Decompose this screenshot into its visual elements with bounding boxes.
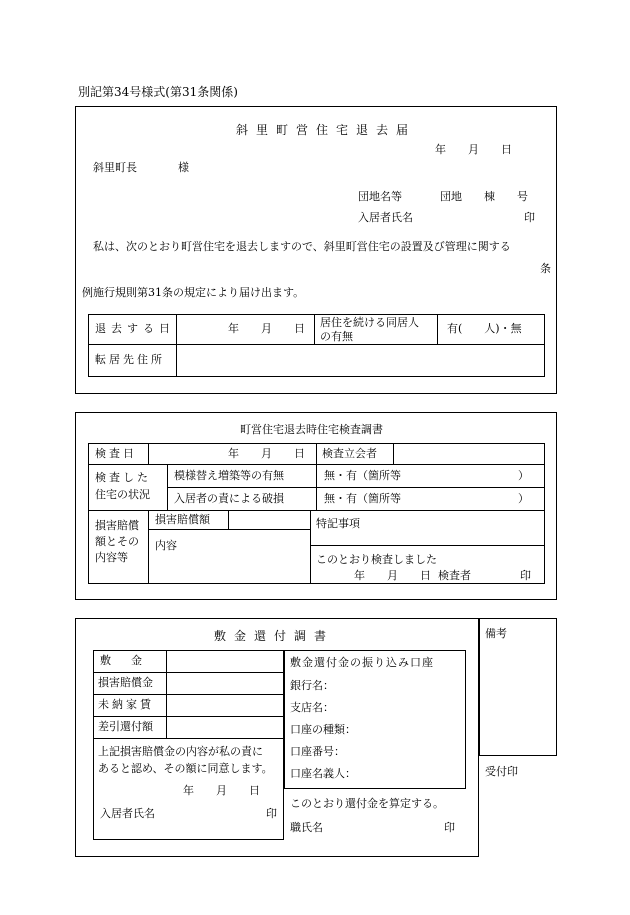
- remarks-box-label: 備考: [485, 627, 507, 640]
- addressee: 斜里町長: [93, 161, 137, 174]
- compensation-amount-label: 損害賠償額: [155, 513, 210, 526]
- remodel-close: ）: [518, 469, 529, 482]
- inspection-row-divider: [167, 487, 545, 488]
- inspection-title: 町営住宅退去時住宅検査調書: [240, 423, 383, 436]
- consent-line1: 上記損害賠償金の内容が私の責に: [98, 745, 263, 758]
- house-state-label-1: 検査した: [95, 471, 151, 484]
- refund-title: 敷金還付調書: [214, 629, 335, 643]
- deposit-label: 敷金: [100, 654, 162, 667]
- refund-row-divider: [93, 672, 284, 673]
- account-type-label: 口座の種類：: [290, 723, 356, 736]
- remodel-value: 無・有（箇所等: [324, 469, 401, 482]
- compensation-row-divider: [148, 529, 310, 530]
- inspection-date-label: 検査日: [95, 447, 137, 460]
- notice-body-line2: 例施行規則第31条の規定により届け出ます。: [82, 286, 305, 299]
- refund-row-divider: [93, 716, 284, 717]
- staff-seal: 印: [444, 821, 455, 834]
- notice-body-char: 条: [540, 262, 551, 275]
- damage-close: ）: [518, 492, 529, 505]
- move-out-date-label: 退去する日: [95, 322, 175, 335]
- receipt-stamp-label: 受付印: [485, 765, 518, 778]
- refund-col-divider: [166, 650, 167, 738]
- damage-compensation-label: 損害賠償金: [98, 676, 153, 689]
- consent-resident-seal: 印: [266, 807, 277, 820]
- inspection-witness-label: 検査立会者: [322, 447, 377, 460]
- inspection-confirm-text: このとおり検査しました: [316, 553, 437, 566]
- compensation-label-1: 損害賠償: [95, 519, 139, 532]
- consent-line2: あると認め、その額に同意します。: [98, 762, 273, 775]
- move-out-date-value: 年 月 日: [228, 322, 305, 335]
- remarks-row-divider: [310, 545, 545, 546]
- cohabitant-label-1: 居住を続ける同居人: [320, 316, 419, 329]
- refund-row-divider: [93, 738, 284, 739]
- unpaid-rent-label: 未納家賃: [98, 698, 154, 711]
- account-holder-label: 口座名義人：: [290, 767, 356, 780]
- inspector-seal: 印: [520, 569, 531, 582]
- compensation-col-divider: [148, 510, 149, 584]
- compensation-col-divider: [228, 510, 229, 529]
- bank-name-label: 銀行名：: [290, 679, 334, 692]
- notice-table-col-divider: [176, 314, 177, 377]
- resident-name-label: 入居者氏名: [358, 211, 413, 224]
- refund-row-divider: [93, 694, 284, 695]
- new-address-label: 転居先住所: [95, 353, 165, 366]
- notice-table-row-divider: [88, 344, 545, 345]
- inspection-col-divider: [167, 464, 168, 510]
- remarks-label: 特記事項: [316, 517, 360, 530]
- inspection-col-divider: [148, 443, 149, 464]
- complex-label: 団地名等: [358, 190, 402, 203]
- house-state-label-2: 住宅の状況: [95, 488, 150, 501]
- compensation-label-3: 内容等: [95, 551, 128, 564]
- inspection-date-value: 年 月 日: [228, 447, 305, 460]
- notice-table-col-divider: [314, 314, 315, 344]
- inspection-col-divider: [393, 443, 394, 464]
- inspection-confirm-date: 年 月 日: [354, 569, 431, 582]
- staff-name-label: 職氏名: [290, 821, 323, 834]
- refund-calc-text: このとおり還付金を算定する。: [290, 797, 444, 810]
- form-number: 別記第34号様式(第31条関係): [78, 85, 238, 99]
- remodel-label: 模様替え増築等の有無: [174, 469, 284, 482]
- account-number-label: 口座番号：: [290, 745, 345, 758]
- notice-date: 年 月 日: [435, 143, 512, 156]
- complex-value: 団地 棟 号: [440, 190, 528, 203]
- damage-value: 無・有（箇所等: [324, 492, 401, 505]
- inspection-col-divider: [316, 443, 317, 510]
- notice-body-line1: 私は、次のとおり町営住宅を退去しますので、斜里町営住宅の設置及び管理に関する: [93, 240, 511, 253]
- compensation-label-2: 額とその: [95, 535, 139, 548]
- notice-title: 斜里町営住宅退去届: [236, 123, 417, 137]
- compensation-content-label: 内容: [155, 539, 177, 552]
- resident-seal: 印: [524, 211, 535, 224]
- consent-resident-label: 入居者氏名: [100, 807, 155, 820]
- compensation-col-divider: [310, 510, 311, 584]
- notice-table-col-divider: [437, 314, 438, 344]
- inspector-label: 検査者: [438, 569, 471, 582]
- cohabitant-label-2: の有無: [320, 330, 353, 343]
- cohabitant-value: 有( 人)・無: [447, 322, 522, 335]
- honorific: 様: [178, 161, 189, 174]
- account-title: 敷金還付金の振り込み口座: [290, 656, 434, 669]
- damage-label: 入居者の責による破損: [174, 492, 284, 505]
- consent-date: 年 月 日: [183, 784, 260, 797]
- inspection-row-divider: [88, 510, 545, 511]
- net-refund-label: 差引還付額: [98, 720, 153, 733]
- branch-name-label: 支店名：: [290, 701, 334, 714]
